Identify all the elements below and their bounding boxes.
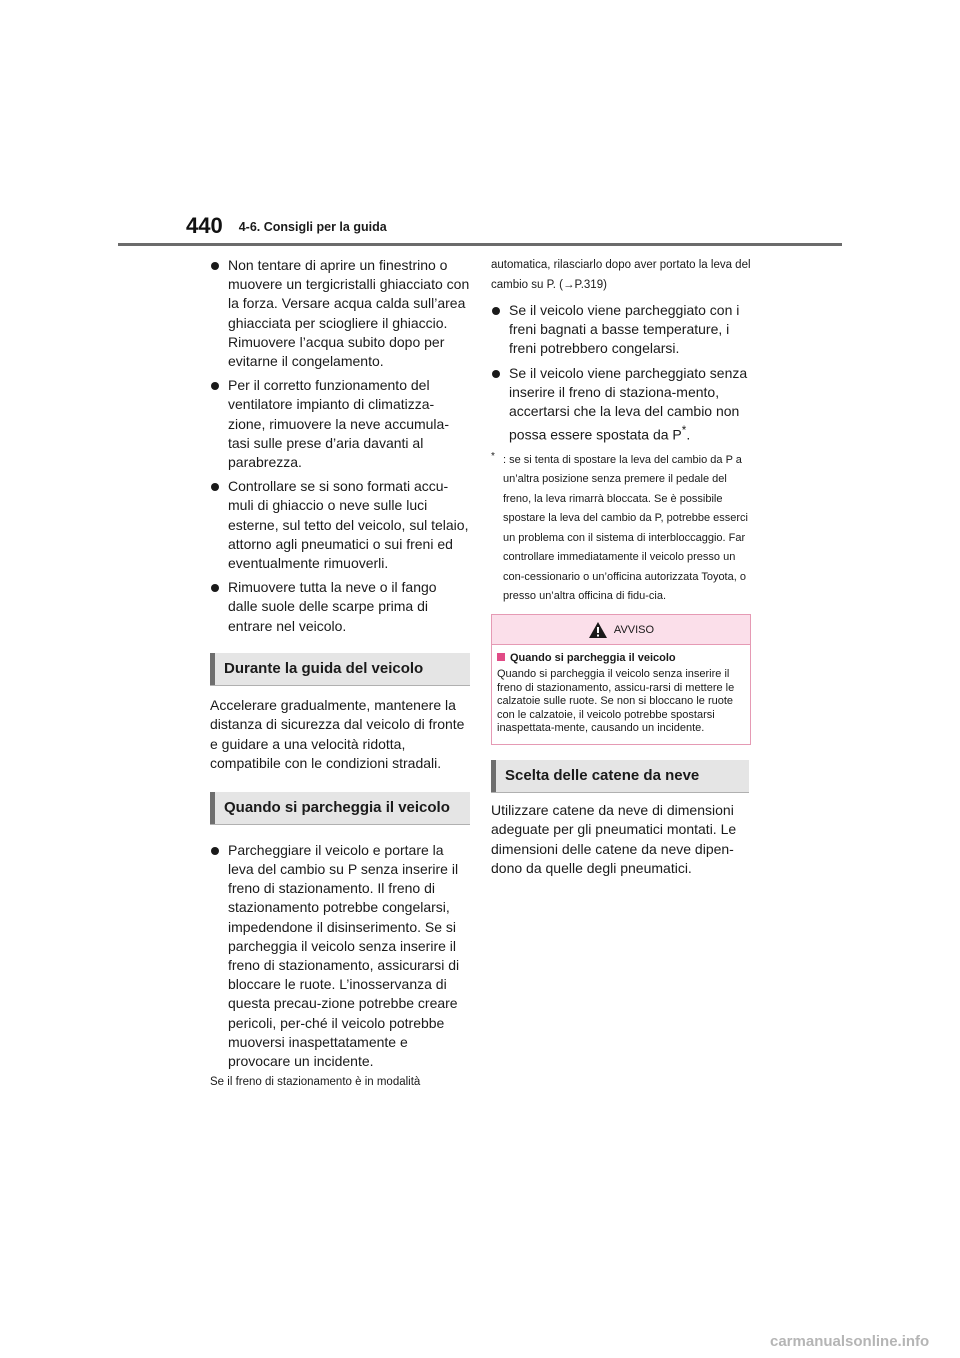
footnote-marker: * [681, 424, 687, 438]
bullet-item: Se il veicolo viene parcheggiato con i freni bagnati a basse temperature, i freni potrebbero congelarsi. [491, 301, 753, 359]
warning-box [491, 614, 751, 745]
header-rule [118, 243, 842, 246]
warning-text: Quando si parcheggia il veicolo senza inserire il freno di stazionamento, assicu-rarsi di mettere le calzatoie sulle ruote. Se non si bloccano le ruote con le calzatoie, il veicolo potrebbe spostarsi inaspettata-mente, causando un incidente. [497, 668, 735, 735]
warning-label: AVVISO [613, 623, 655, 636]
section-text: Utilizzare catene da neve di dimensioni adeguate per gli pneumatici montati. Le dimensioni delle catene da neve dipen-dono da quelle degli pneumatici. [491, 801, 737, 877]
footnote-marker: * [491, 451, 495, 463]
chapter-title: 4-6. Consigli per la guida [238, 220, 387, 234]
arrow-right-icon: → [563, 278, 575, 291]
bullet-item: Controllare se si sono formati accu-muli di ghiaccio o neve sulle luci esterne, sul tetto del veicolo, sul telaio, attorno agli pneumatici o sui freni ed eventualmente rimuoverli. [210, 477, 470, 573]
bullet-item: Rimuovere tutta la neve o il fango dalle suole delle scarpe prima di entrare nel veicolo. [210, 578, 470, 636]
section-text: Accelerare gradualmente, mantenere la distanza di sicurezza dal veicolo di fronte e guidare a una velocità ridotta, compatibile con le condizioni stradali. [210, 696, 465, 772]
section-heading: Quando si parcheggia il veicolo [210, 792, 470, 825]
page-number: 440 [186, 213, 223, 238]
bullet-item: Parcheggiare il veicolo e portare la leva del cambio su P senza inserire il freno di stazionamento. Il freno di stazionamento potrebbe congelarsi, impedendone il disinserimento. Se si parcheggia il veicolo senza inserire il freno di stazionamento, assicurarsi di bloccare le ruote. L’inosservanza di questa precau-zione potrebbe creare pericoli, per-ché il veicolo potrebbe muoversi inaspettatamente e provocare un incidente. [210, 841, 470, 1071]
bullet-item: Non tentare di aprire un finestrino o muovere un tergicristalli ghiacciato con la forza. Versare acqua calda sull’area ghiacciata per sciogliere il ghiaccio. Rimuovere l’acqua subito dopo per evitarne il congelamento. [210, 256, 470, 371]
page-header [186, 213, 387, 239]
section-heading: Durante la guida del veicolo [210, 653, 470, 686]
warning-triangle-icon [588, 621, 608, 639]
square-bullet-icon [497, 653, 505, 661]
left-column [210, 256, 470, 1093]
watermark-logo: carmanualsonline.info [770, 1333, 930, 1350]
page-reference: P.319 [574, 278, 604, 291]
bullet-item: Per il corretto funzionamento del ventilatore impianto di climatizza-zione, rimuovere la neve accumula-tasi sulle prese d’aria davanti al parabrezza. [210, 376, 470, 472]
continued-text: automatica, rilasciarlo dopo aver portato la leva del cambio su P. (→P.319) [491, 259, 751, 291]
bullet-item: Se il veicolo viene parcheggiato senza inserire il freno di staziona-mento, accertarsi che la leva del cambio non possa essere spostata da P*. [491, 364, 753, 445]
warning-title: Quando si parcheggia il veicolo [497, 650, 745, 666]
right-column [491, 256, 753, 879]
warning-header [492, 615, 750, 645]
continued-text: Se il freno di stazionamento è in modalità [210, 1076, 421, 1089]
footnote: * : se si tenta di spostare la leva del cambio da P a un’altra posizione senza premere il pedale del freno, la leva rimarrà bloccata. Se è possibile spostare la leva del cambio da P, potrebbe esserci un problema con il sistema di interbloccaggio. Far controllare immediatamente il veicolo presso un con-cessionario o un’officina autorizzata Toyota, o presso un’altra officina di fidu-cia. [491, 451, 753, 606]
section-heading: Scelta delle catene da neve [491, 760, 749, 793]
